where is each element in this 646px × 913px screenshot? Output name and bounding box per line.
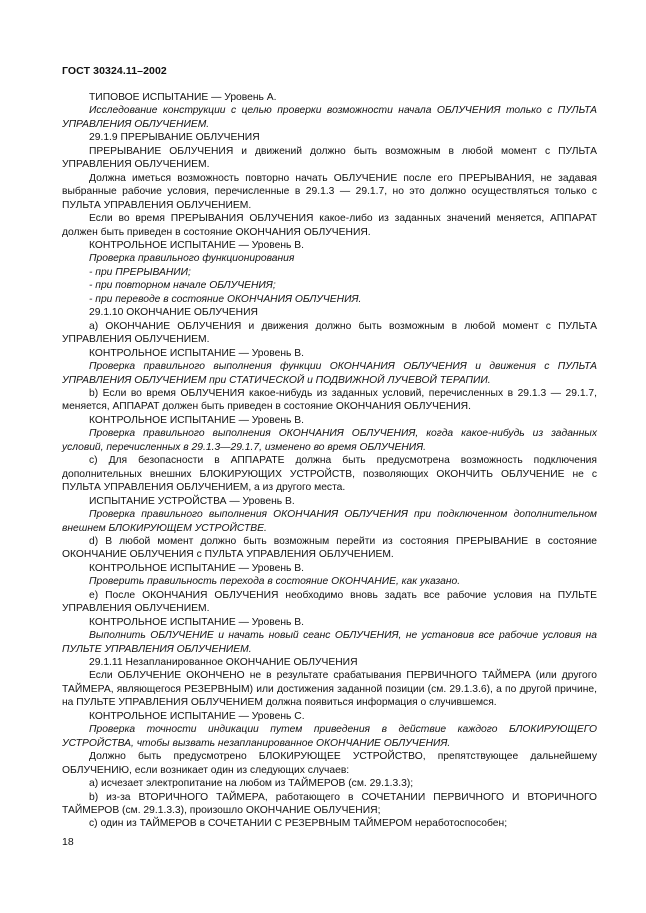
italic-paragraph: Проверка правильного выполнения функции ОКОНЧАНИЯ ОБЛУЧЕНИЯ и движения с ПУЛЬТА УПРАВЛЕНИЯ ОБЛУЧЕНИЕМ при СТАТИЧЕСКОЙ и ПОДВИЖНОЙ ЛУЧЕВОЙ ТЕРАПИИ. <box>62 361 597 386</box>
paragraph: КОНТРОЛЬНОЕ ИСПЫТАНИЕ — Уровень В. <box>89 347 304 359</box>
italic-paragraph: Проверка правильного выполнения ОКОНЧАНИЯ ОБЛУЧЕНИЯ при подключенном дополнительном внешнем БЛОКИРУЮЩЕМ УСТРОЙСТВЕ. <box>62 509 597 534</box>
paragraph: ИСПЫТАНИЕ УСТРОЙСТВА — Уровень В. <box>89 495 295 507</box>
italic-paragraph: - при переводе в состояние ОКОНЧАНИЯ ОБЛУЧЕНИЯ. <box>89 293 362 305</box>
italic-paragraph: Исследование конструкции с целью проверки возможности начала ОБЛУЧЕНИЯ только с ПУЛЬТА УПРАВЛЕНИЯ ОБЛУЧЕНИЕМ. <box>62 105 597 130</box>
paragraph: Должно быть предусмотрено БЛОКИРУЮЩЕЕ УСТРОЙСТВО, препятствующее дальнейшему ОБЛУЧЕНИЮ, если возникает один из следующих случаев: <box>62 751 597 776</box>
paragraph: КОНТРОЛЬНОЕ ИСПЫТАНИЕ — Уровень В. <box>89 616 304 628</box>
paragraph: КОНТРОЛЬНОЕ ИСПЫТАНИЕ — Уровень В. <box>89 562 304 574</box>
paragraph: КОНТРОЛЬНОЕ ИСПЫТАНИЕ — Уровень С. <box>89 710 305 722</box>
paragraph: 29.1.9 ПРЕРЫВАНИЕ ОБЛУЧЕНИЯ <box>89 132 260 144</box>
paragraph: Если ОБЛУЧЕНИЕ ОКОНЧЕНО не в результате срабатывания ПЕРВИЧНОГО ТАЙМЕРА (или другого ТАЙМЕРА, являющегося РЕЗЕРВНЫМ) или достижения заданной позиции (см. 29.1.3.6), а по другой причине, на ПУЛЬТЕ УПРАВЛЕНИЯ ОБЛУЧЕНИЕМ должна появиться информация о случившемся. <box>62 670 597 709</box>
paragraph: с) один из ТАЙМЕРОВ в СОЧЕТАНИИ С РЕЗЕРВНЫМ ТАЙМЕРОМ неработоспособен; <box>89 818 508 830</box>
paragraph: КОНТРОЛЬНОЕ ИСПЫТАНИЕ — Уровень В. <box>89 414 304 426</box>
paragraph: ТИПОВОЕ ИСПЫТАНИЕ — Уровень А. <box>89 92 277 103</box>
paragraph: d) В любой момент должно быть возможным перейти из состояния ПРЕРЫВАНИЕ в состояние ОКОНЧАНИЕ ОБЛУЧЕНИЯ с ПУЛЬТА УПРАВЛЕНИЯ ОБЛУЧЕНИЕМ. <box>62 535 597 561</box>
paragraph: 29.1.11 Незапланированное ОКОНЧАНИЕ ОБЛУЧЕНИЯ <box>89 657 358 669</box>
paragraph: ПРЕРЫВАНИЕ ОБЛУЧЕНИЯ и движений должно быть возможным в любой момент с ПУЛЬТА УПРАВЛЕНИЯ ОБЛУЧЕНИЕМ. <box>62 145 597 171</box>
paragraph: 29.1.10 ОКОНЧАНИЕ ОБЛУЧЕНИЯ <box>89 307 258 319</box>
paragraph: а) ОКОНЧАНИЕ ОБЛУЧЕНИЯ и движения должно быть возможным в любой момент с ПУЛЬТА УПРАВЛЕНИЯ ОБЛУЧЕНИЕМ. <box>62 320 597 346</box>
paragraph: е) После ОКОНЧАНИЯ ОБЛУЧЕНИЯ необходимо вновь задать все рабочие условия на ПУЛЬТЕ УПРАВЛЕНИЯ ОБЛУЧЕНИЕМ. <box>62 589 597 615</box>
paragraph: КОНТРОЛЬНОЕ ИСПЫТАНИЕ — Уровень В. <box>89 239 304 251</box>
document-body <box>62 91 597 831</box>
italic-paragraph: Выполнить ОБЛУЧЕНИЕ и начать новый сеанс ОБЛУЧЕНИЯ, не установив все рабочие условия на ПУЛЬТЕ УПРАВЛЕНИЯ ОБЛУЧЕНИЕМ. <box>62 630 597 655</box>
italic-paragraph: - при повторном начале ОБЛУЧЕНИЯ; <box>89 280 276 292</box>
page-number: 18 <box>62 836 74 848</box>
italic-paragraph: - при ПРЕРЫВАНИИ; <box>89 266 191 278</box>
standard-header: ГОСТ 30324.11–2002 <box>62 65 167 77</box>
paragraph: с) Для безопасности в АППАРАТЕ должна быть предусмотрена возможность подключения дополнительных внешних БЛОКИРУЮЩИХ УСТРОЙСТВ, позволяющих ОКОНЧИТЬ ОБЛУЧЕНИЕ не с ПУЛЬТА УПРАВЛЕНИЯ ОБЛУЧЕНИЕМ, а из другого места. <box>62 455 597 494</box>
italic-paragraph: Проверка правильного функционирования <box>89 253 295 265</box>
italic-paragraph: Проверка точности индикации путем приведения в действие каждого БЛОКИРУЮЩЕГО УСТРОЙСТВА, чтобы вызвать незапланированное ОКОНЧАНИЕ ОБЛУЧЕНИЯ. <box>62 724 597 749</box>
paragraph: Должна иметься возможность повторно начать ОБЛУЧЕНИЕ после его ПРЕРЫВАНИЯ, не задавая выбранные рабочие условия, перечисленные в 29.1.3 — 29.1.7, но это должно осуществляться только с ПУЛЬТА УПРАВЛЕНИЯ ОБЛУЧЕНИЕМ. <box>62 172 597 211</box>
paragraph: Если во время ПРЕРЫВАНИЯ ОБЛУЧЕНИЯ какое-либо из заданных значений меняется, АППАРАТ должен быть приведен в состояние ОКОНЧАНИЯ ОБЛУЧЕНИЯ. <box>62 213 597 238</box>
paragraph: b) Если во время ОБЛУЧЕНИЯ какое-нибудь из заданных условий, перечисленных в 29.1.3 — 29.1.7, меняется, АППАРАТ должен быть приведен в состояние ОКОНЧАНИЯ ОБЛУЧЕНИЯ. <box>62 387 597 413</box>
paragraph: b) из-за ВТОРИЧНОГО ТАЙМЕРА, работающего в СОЧЕТАНИИ ПЕРВИЧНОГО И ВТОРИЧНОГО ТАЙМЕРОВ (см. 29.1.3.3), произошло ОКОНЧАНИЕ ОБЛУЧЕНИЯ; <box>62 791 597 817</box>
italic-paragraph: Проверка правильного выполнения ОКОНЧАНИЯ ОБЛУЧЕНИЯ, когда какое-нибудь из заданных условий, перечисленных в 29.1.3—29.1.7, изменено во время ОБЛУЧЕНИЯ. <box>62 428 597 453</box>
italic-paragraph: Проверить правильность перехода в состояние ОКОНЧАНИЕ, как указано. <box>89 576 461 588</box>
paragraph: а) исчезает электропитание на любом из ТАЙМЕРОВ (см. 29.1.3.3); <box>89 778 414 790</box>
